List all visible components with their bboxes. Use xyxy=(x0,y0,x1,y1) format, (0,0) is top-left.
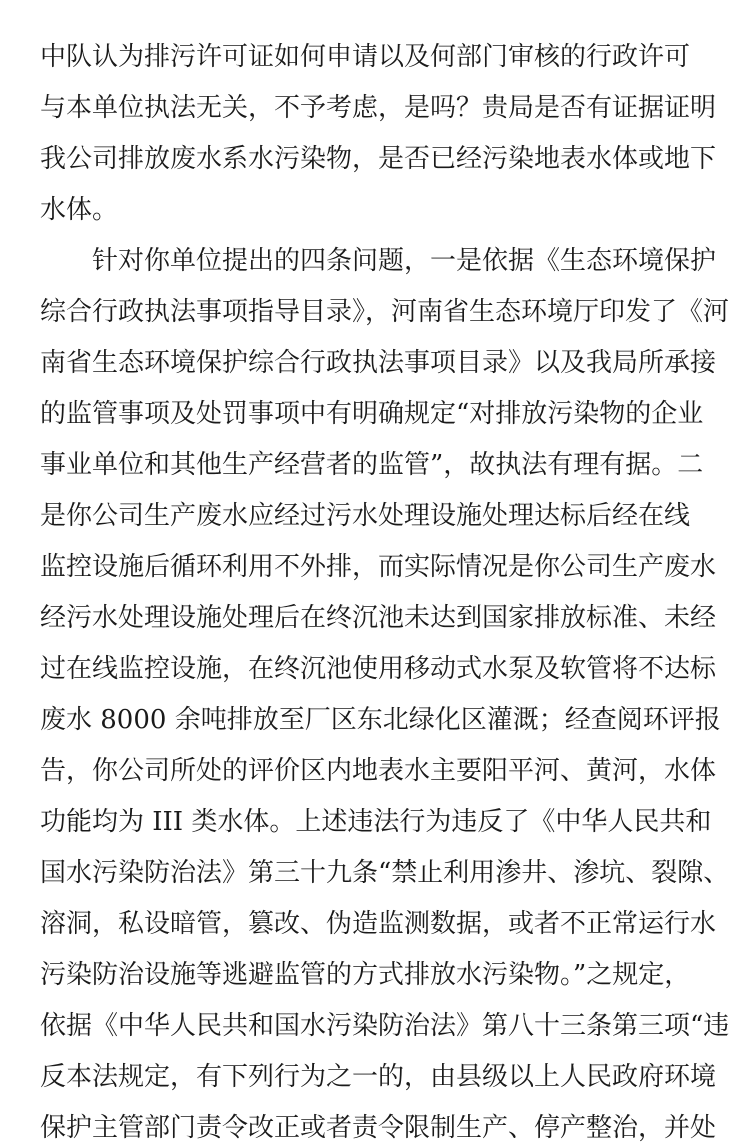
text-line: 中队认为排污许可证如何申请以及何部门审核的行政许可 xyxy=(40,42,691,72)
text-line: 的监管事项及处罚事项中有明确规定“对排放污染物的企业 xyxy=(40,399,704,429)
text-line-partial: 保护主管部门责令改正或者责令限制生产、停产整治，并处 xyxy=(40,1113,717,1143)
paragraph-first-line: 针对你单位提出的四条问题，一是依据《生态环境保护 xyxy=(92,246,717,276)
text-line: 国水污染防治法》第三十九条“禁止利用渗井、渗坑、裂隙、 xyxy=(40,858,730,888)
text-line: 监控设施后循环利用不外排，而实际情况是你公司生产废水 xyxy=(40,552,717,582)
text-line: 过在线监控设施，在终沉池使用移动式水泵及软管将不达标 xyxy=(40,654,717,684)
text-line: 依据《中华人民共和国水污染防治法》第八十三条第三项“违 xyxy=(40,1011,730,1041)
text-line: 综合行政执法事项指导目录》，河南省生态环境厅印发了《河 xyxy=(40,297,730,327)
text-line: 南省生态环境保护综合行政执法事项目录》以及我局所承接 xyxy=(40,348,717,378)
text-line: 事业单位和其他生产经营者的监管”，故执法有理有据。二 xyxy=(40,450,704,480)
text-line: 告，你公司所处的评价区内地表水主要阳平河、黄河，水体 xyxy=(40,756,717,786)
text-line: 污染防治设施等逃避监管的方式排放水污染物。”之规定， xyxy=(40,960,691,990)
text-line: 水体。 xyxy=(40,195,119,225)
text-line: 反本法规定，有下列行为之一的，由县级以上人民政府环境 xyxy=(40,1062,717,1092)
text-line: 经污水处理设施处理后在终沉池未达到国家排放标准、未经 xyxy=(40,603,717,633)
text-line: 废水 8000 余吨排放至厂区东北绿化区灌溉；经查阅环评报 xyxy=(40,705,721,735)
text-line: 功能均为 III 类水体。上述违法行为违反了《中华人民共和 xyxy=(40,807,712,837)
text-line: 溶洞，私设暗管，篡改、伪造监测数据，或者不正常运行水 xyxy=(40,909,717,939)
text-line: 与本单位执法无关，不予考虑，是吗？贵局是否有证据证明 xyxy=(40,93,717,123)
text-line: 是你公司生产废水应经过污水处理设施处理达标后经在线 xyxy=(40,501,691,531)
text-line: 我公司排放废水系水污染物，是否已经污染地表水体或地下 xyxy=(40,144,717,174)
